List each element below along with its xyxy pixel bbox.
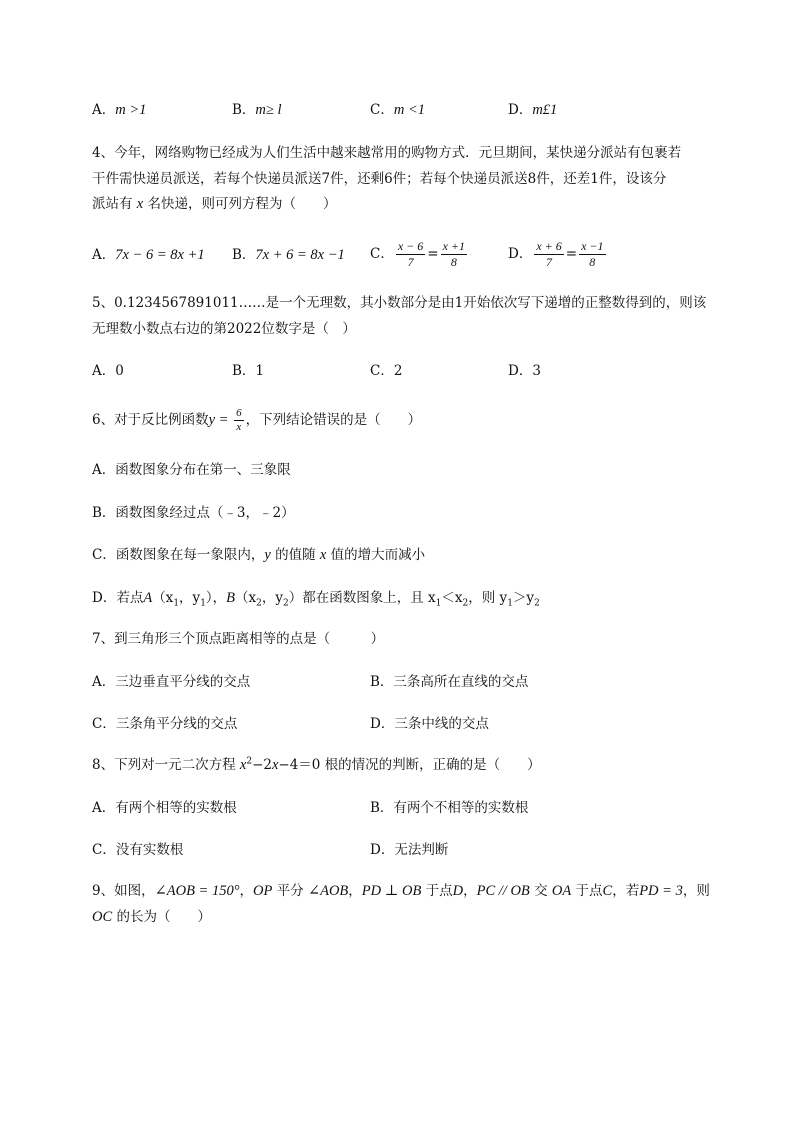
subscript: 2 xyxy=(534,598,540,609)
math: ∠AOB = 150° xyxy=(154,883,240,899)
option-expression: m >1 xyxy=(115,102,147,118)
q3-option-c[interactable] xyxy=(370,100,425,120)
q4-option-d[interactable] xyxy=(508,236,608,272)
variable: x xyxy=(271,757,279,773)
text: ）， xyxy=(205,590,227,606)
q8-option-b[interactable]: B．有两个不相等的实数根 xyxy=(370,800,529,816)
variable: x xyxy=(136,196,144,212)
text: ，若 xyxy=(612,883,640,899)
q8-option-d[interactable]: D．无法判断 xyxy=(370,842,449,858)
text: ＞y xyxy=(512,590,535,606)
subscript: 2 xyxy=(283,598,289,609)
q6-option-c[interactable] xyxy=(92,545,425,565)
q6-option-d[interactable] xyxy=(92,588,540,608)
q8-stem xyxy=(92,755,541,775)
q5-option-d[interactable]: D．3 xyxy=(508,363,541,379)
text: 名快递，则可列方程为（ ） xyxy=(143,196,337,212)
text: 值的增大而减小 xyxy=(326,547,426,563)
text: ， xyxy=(348,883,362,899)
option-expression: m≥ l xyxy=(255,102,282,118)
option-label: D． xyxy=(508,246,533,262)
q7-option-c[interactable]: C．三条角平分线的交点 xyxy=(92,716,238,732)
text: 平分 xyxy=(272,883,308,899)
text: ，则 y xyxy=(468,590,508,606)
text: −4＝0 根的情况的判断，正确的是（ ） xyxy=(278,757,541,773)
q5-option-a[interactable]: A．0 xyxy=(92,363,124,379)
text: ，则 xyxy=(682,883,710,899)
fraction xyxy=(234,407,244,434)
equals: = xyxy=(427,246,439,262)
option-label: B． xyxy=(232,247,256,263)
numerator: x +1 xyxy=(442,239,466,253)
q5-stem-line2: 无理数小数点右边的第2022位数字是（ ） xyxy=(92,321,356,337)
subscript: 1 xyxy=(435,598,442,609)
math: PC // OB xyxy=(476,883,530,899)
text: 于点 xyxy=(571,883,603,899)
fraction xyxy=(396,239,425,270)
subscript: 2 xyxy=(256,598,262,609)
q5-stem-line1: 5、0.1234567891011……是一个无理数，其小数部分是由1开始依次写下递增的正整数得到的，则该 xyxy=(92,295,707,311)
math: PD ⊥ OB xyxy=(361,883,422,899)
option-label: A． xyxy=(92,247,116,263)
text: 9、如图， xyxy=(92,883,155,899)
q5-option-c[interactable]: C．2 xyxy=(370,363,403,379)
option-label: C． xyxy=(370,102,394,118)
equals: = xyxy=(565,246,578,262)
q4-option-c[interactable] xyxy=(370,236,469,272)
text: （x xyxy=(235,590,257,606)
q5-option-b[interactable]: B．1 xyxy=(232,363,265,379)
text: C．函数图象在每一象限内， xyxy=(92,547,265,563)
option-label: A． xyxy=(92,102,116,118)
variable: x xyxy=(239,757,247,773)
text: 6、对于反比例函数 xyxy=(92,412,209,428)
denominator: 8 xyxy=(450,255,457,269)
fraction xyxy=(534,239,563,270)
option-label: C． xyxy=(370,246,394,262)
q9-stem-line2 xyxy=(92,907,211,927)
denominator: 8 xyxy=(589,255,596,269)
text: ）都在函数图象上，且 x xyxy=(288,590,436,606)
q3-option-b[interactable] xyxy=(232,100,282,120)
denominator: 7 xyxy=(546,255,553,269)
text: ，y xyxy=(261,590,284,606)
q3-option-a[interactable] xyxy=(92,100,146,120)
text: ， xyxy=(239,883,254,899)
q6-stem xyxy=(92,402,421,438)
q7-stem: 7、到三角形三个顶点距离相等的点是（ ） xyxy=(92,631,385,647)
q4-stem-line2: 干件需快递员派送，若每个快递员派送7件，还剩6件；若每个快递员派送8件，还差1件，设该分 xyxy=(92,171,667,187)
q8-option-c[interactable]: C．没有实数根 xyxy=(92,842,184,858)
q4-option-a[interactable] xyxy=(92,245,205,265)
q6-option-b[interactable]: B．函数图象经过点（﹣3，﹣2） xyxy=(92,505,295,521)
text: ， xyxy=(463,883,477,899)
point-label: A xyxy=(143,590,153,606)
variable: y xyxy=(264,547,271,563)
math: C xyxy=(602,883,613,899)
text: 8、下列对一元二次方程 xyxy=(92,757,240,773)
q6-option-a[interactable]: A．函数图象分布在第一、三象限 xyxy=(92,462,291,478)
q7-option-b[interactable]: B．三条高所在直线的交点 xyxy=(370,674,529,690)
text: ＜x xyxy=(441,590,463,606)
point-label: B xyxy=(226,590,236,606)
q4-stem-line3 xyxy=(92,194,337,214)
q4-stem-line1: 4、今年，网络购物已经成为人们生活中越来越常用的购物方式．元旦期间，某快递分派站有包裹若 xyxy=(92,145,682,161)
numerator: x + 6 xyxy=(536,239,562,253)
text: −2 xyxy=(252,757,272,773)
text: 于点 xyxy=(421,883,453,899)
subscript: 1 xyxy=(200,598,206,609)
variable: y xyxy=(208,412,216,428)
q7-option-a[interactable]: A．三边垂直平分线的交点 xyxy=(92,674,251,690)
q4-option-b[interactable] xyxy=(232,245,345,265)
math: OC xyxy=(92,909,113,925)
text: ，y xyxy=(179,590,201,606)
subscript: 2 xyxy=(462,598,469,609)
numerator: x − 6 xyxy=(397,239,424,253)
text: ，下列结论错误的是（ ） xyxy=(245,412,422,428)
q8-option-a[interactable]: A．有两个相等的实数根 xyxy=(92,800,237,816)
math: PD = 3 xyxy=(639,883,683,899)
option-expression: 7x + 6 = 8x −1 xyxy=(255,247,345,263)
subscript: 1 xyxy=(173,598,180,609)
fraction xyxy=(441,239,467,270)
math: ∠AOB xyxy=(307,883,349,899)
numerator: x −1 xyxy=(581,239,604,253)
q3-option-d[interactable] xyxy=(508,100,557,120)
option-expression: m£1 xyxy=(532,102,558,118)
text: （x xyxy=(152,590,174,606)
numerator: 6 xyxy=(236,407,242,419)
q7-option-d[interactable]: D．三条中线的交点 xyxy=(370,716,489,732)
option-expression: 7x − 6 = 8x +1 xyxy=(115,247,205,263)
text: 交 xyxy=(529,883,552,899)
math: OP xyxy=(253,883,273,899)
option-expression: m <1 xyxy=(393,102,425,118)
q9-stem-line1 xyxy=(92,881,710,901)
variable: x xyxy=(319,547,327,563)
superscript: 2 xyxy=(246,756,253,767)
subscript: 1 xyxy=(507,598,513,609)
equals: = xyxy=(215,412,233,428)
denominator: 7 xyxy=(407,255,414,269)
text: D．若点 xyxy=(92,590,144,606)
math: OA xyxy=(551,883,572,899)
text: 的值随 xyxy=(270,547,320,563)
denominator: x xyxy=(236,421,242,433)
fraction xyxy=(579,239,605,270)
option-label: D． xyxy=(508,102,533,118)
math: D xyxy=(452,883,464,899)
option-label: B． xyxy=(232,102,256,118)
text: 派站有 xyxy=(92,196,137,212)
text: 的长为（ ） xyxy=(112,909,211,925)
